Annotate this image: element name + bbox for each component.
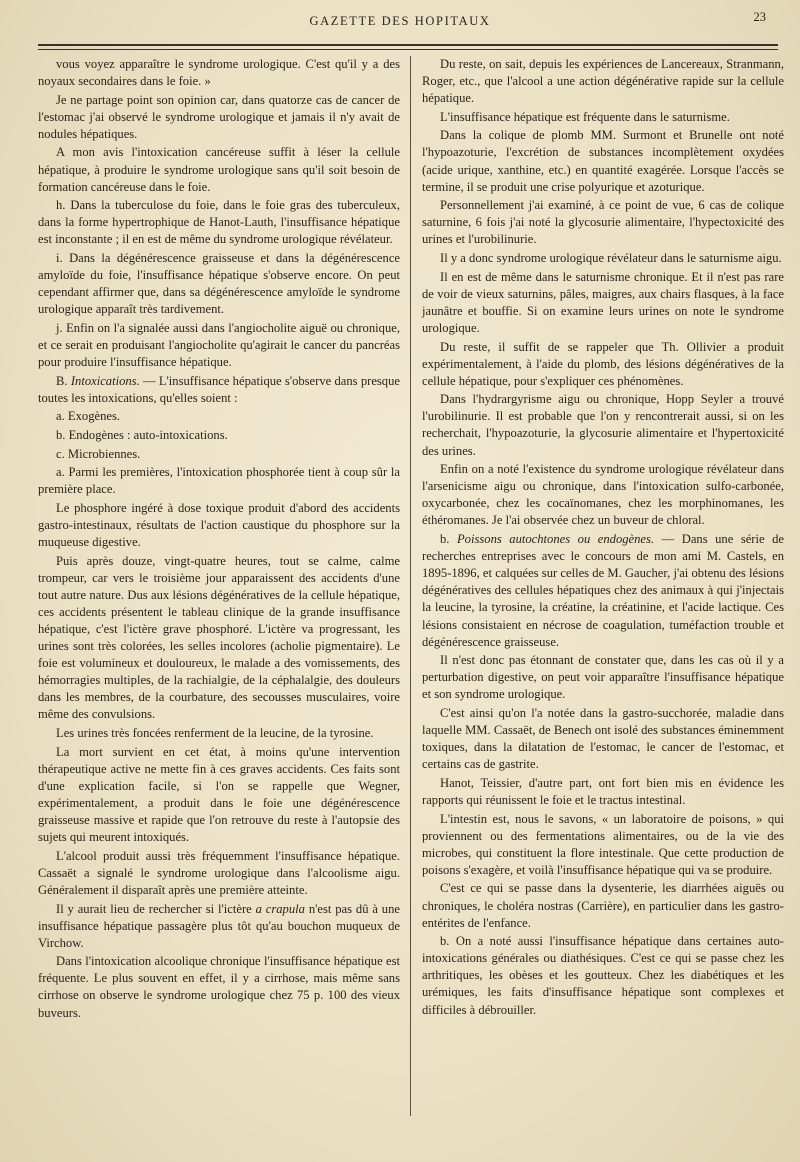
column-divider — [410, 56, 411, 1116]
paragraph-label: j. — [56, 320, 63, 335]
paragraph-label: a. — [56, 409, 65, 424]
paragraph — [38, 144, 400, 195]
paragraph-text: Enfin on a noté l'existence du syndrome urologique révélateur dans l'arsenicisme aigu ou chronique, dans l'intoxication sulfo-carbonée, oxycarbonée, chez les cocaïnomanes, chez les morphinomanes, les éthéromanes. Je l'ai observée chez un buveur de chloral. — [422, 462, 784, 528]
paragraph — [38, 725, 400, 742]
paragraph — [422, 197, 784, 248]
paragraph-text: Dans la dégénérescence graisseuse et dans la dégénérescence amyloïde du foie, l'insuffisance hépatique s'observe encore. On peut cependant affirmer que, dans sa dégénérescence amyloïde le syndrome urologique apparaît très tardivement. — [38, 251, 400, 317]
paragraph-text: vous voyez apparaître le syndrome urologique. C'est qu'il y a des noyaux secondaires dans le foie. » — [38, 57, 400, 89]
paragraph-text: L'alcool produit aussi très fréquemment l'insuffisance hépatique. Cassaët a signalé le syndrome urologique dans l'alcoolisme aigu. Généralement il disparaît après une première atteinte. — [38, 848, 400, 897]
paragraph-label: b. — [440, 532, 450, 547]
paragraph — [422, 269, 784, 337]
paragraph-text: n'est pas dû à une insuffisance hépatique passagère plus tôt qu'au bouchon muqueux de Virchow. — [38, 901, 400, 950]
paragraph — [422, 250, 784, 267]
paragraph-text: Il en est de même dans le saturnisme chronique. Et il n'est pas rare de voir de vieux saturnins, pâles, maigres, aux chairs flasques, à la face jaunâtre et bouffie. Si on examine leurs urines on note le syndrome urologique. — [422, 269, 784, 335]
paragraph — [422, 652, 784, 703]
paragraph — [38, 56, 400, 90]
paragraph-text: Je ne partage point son opinion car, dans quatorze cas de cancer de l'estomac j'ai observé le syndrome urologique et jamais il n'y avait de nodules hépatiques. — [38, 92, 400, 141]
paragraph — [38, 500, 400, 551]
paragraph-label: a. — [56, 465, 65, 480]
paragraph-label: b. — [56, 427, 66, 442]
paragraph-label: h. — [56, 198, 66, 213]
paragraph-text: L'intestin est, nous le savons, « un laboratoire de poisons, » qui proviennent ou des fermentations alimentaires, ou de la vie des microbes, qui constituent la flore intestinale. Que cette production de poisons s'exagère, et voilà l'insuffisance hépatique qui va se produire. — [422, 811, 784, 877]
paragraph-text: Puis après douze, vingt-quatre heures, tout se calme, calme trompeur, car vers le troisième jour apparaissent des accidents d'une tout autre nature. Dus aux lésions dégénératives de la cellule hépatique, ces accidents présentent le tableau clinique de la grande insuffisance hépatique, c'est l'ictère grave phosphoré. L'ictère va progressant, les urines sont très colorées, les selles incolores (acholie pigmentaire). Le foie est volumineux et douloureux, le malade a des vomissements, des hémorragies multiples, de la rachialgie, de la céphalalgie, des douleurs dans les membres, de la courbature, des secousses musculaires, voire même des convulsions. — [38, 553, 400, 722]
paragraph-text: A mon avis l'intoxication cancéreuse suffit à léser la cellule hépatique, à produire le syndrome urologique sans qu'il soit besoin de formation cancéreuse dans le foie. — [38, 145, 400, 194]
paragraph-text: Il n'est donc pas étonnant de constater que, dans les cas où il y a perturbation digestive, on peut voir apparaître l'insuffisance hépatique et son syndrome urologique. — [422, 653, 784, 702]
paragraph-text: Parmi les premières, l'intoxication phosphorée tient à coup sûr la première place. — [38, 465, 400, 497]
paragraph — [38, 250, 400, 318]
paragraph-text: Du reste, il suffit de se rappeler que Th. Ollivier a produit expérimentalement, à l'aide du plomb, des lésions dégénératives de la cellule hépatique, pour s'expliquer ces phénomènes. — [422, 339, 784, 388]
paragraph — [38, 553, 400, 724]
paragraph — [422, 811, 784, 879]
paragraph-text: L'insuffisance hépatique est fréquente dans le saturnisme. — [440, 109, 730, 124]
paragraph-text: Il y a donc syndrome urologique révélateur dans le saturnisme aigu. — [440, 251, 782, 266]
paragraph — [422, 705, 784, 773]
paragraph — [38, 320, 400, 371]
paragraph-label: B. — [56, 373, 68, 388]
italic-heading: Intoxications. — [70, 373, 140, 388]
paragraph-text: — Dans une série de recherches entreprises avec le concours de mon ami M. Castels, en 1895-1896, et calquées sur celles de M. Gaucher, j'ai obtenu des lésions dégénératives des cellules hépatiques chez des animaux à qui j'injectais la leucine, la tyrosine, la créatine, la créatinine, et l'acide lactique. Ces lésions consistaient en nécrose de coagulation, tuméfaction trouble et dégénérescence graisseuse. — [422, 532, 784, 649]
paragraph — [38, 446, 400, 463]
italic-heading: Poissons autochtones ou endogènes. — [456, 532, 655, 547]
paragraph — [38, 744, 400, 847]
paragraph — [422, 127, 784, 195]
header-rule-thick — [38, 44, 778, 46]
paragraph — [38, 92, 400, 143]
right-text-column — [422, 56, 784, 1020]
paragraph — [38, 427, 400, 444]
paragraph-text: Il y aurait lieu de rechercher si l'ictère — [56, 901, 252, 916]
paragraph — [38, 901, 400, 952]
paragraph — [38, 373, 400, 407]
paragraph-text: C'est ainsi qu'on l'a notée dans la gastro-succhorée, maladie dans laquelle MM. Cassaët, de Benech ont isolé des substances éminemment toxiques, dans la dilatation de l'estomac, le cancer de l'estomac, et certains cas de gastrite. — [422, 705, 784, 772]
paragraph — [422, 56, 784, 107]
paragraph-text: Dans la colique de plomb MM. Surmont et Brunelle ont noté l'hypoazoturie, l'excrétion de substances incomplètement oxydées (acide urique, xanthine, etc.) en quantité exagérée. Lorsque l'accès se termine, il se produit une crise polyurique et azoturique. — [422, 128, 784, 194]
paragraph — [422, 109, 784, 126]
paragraph — [38, 848, 400, 899]
paragraph — [38, 408, 400, 425]
paragraph — [38, 197, 400, 248]
paragraph — [38, 953, 400, 1021]
paragraph-text: Hanot, Teissier, d'autre part, ont fort bien mis en évidence les rapports qui réunissent le foie et le tractus intestinal. — [422, 775, 784, 807]
paragraph-text: Le phosphore ingéré à dose toxique produit d'abord des accidents gastro-intestinaux, résultats de l'action caustique du phosphore sur la muqueuse digestive. — [38, 500, 400, 550]
paragraph-text: Microbiennes. — [67, 446, 141, 461]
paragraph-label: b. — [440, 934, 450, 949]
paragraph — [422, 531, 784, 651]
paragraph-text: La mort survient en cet état, à moins qu'une intervention thérapeutique active ne mette fin à ces graves accidents. Ces faits sont d'une explication facile, si l'on se rappelle que Wegner, expérimentalement, a produit dans le foie une dégénérescence graisseuse massive et rapide que l'on retrouve du reste à l'autopsie des sujets qui meurent intoxiqués. — [38, 744, 400, 845]
paragraph-text: Les urines très foncées renferment de la leucine, de la tyrosine. — [56, 726, 374, 741]
paragraph-text: Dans la tuberculose du foie, dans le foie gras des tuberculeux, dans la forme hypertrophique de Hanot-Lauth, l'insuffisance hépatique est inconstante ; il en est de même du syndrome urologique révélateur. — [38, 198, 400, 247]
paragraph-text: C'est ce qui se passe dans la dysenterie, les diarrhées aiguës ou chroniques, le choléra nostras (Carrière), en particulier dans les gastro-entérites de l'enfance. — [422, 881, 784, 930]
paragraph-text: Dans l'intoxication alcoolique chronique l'insuffisance hépatique est fréquente. Le plus souvent en effet, il y a cirrhose, mais même sans cirrhose on observe le syndrome urologique chez 75 p. 100 des vieux buveurs. — [38, 954, 400, 1020]
paragraph-text: Exogènes. — [67, 409, 121, 424]
paragraph — [422, 933, 784, 1018]
running-title: GAZETTE DES HOPITAUX — [309, 14, 491, 28]
paragraph-text: Dans l'hydrargyrisme aigu ou chronique, Hopp Seyler a trouvé l'urobilinurie. Il est probable que l'on y rencontrerait aussi, si on les recherchait, l'hypoazoturie, la glycosurie alimentaire et l'hypertoxicité des urines. — [422, 392, 784, 458]
left-text-column — [38, 56, 400, 1023]
page-header — [0, 10, 800, 34]
paragraph-text: — L'insuffisance hépatique s'observe dans presque toutes les intoxications, qu'elles soient : — [38, 373, 400, 405]
paragraph — [38, 464, 400, 498]
paragraph — [422, 391, 784, 459]
italic-heading: a crapula — [255, 901, 305, 916]
paragraph-text: Du reste, on sait, depuis les expériences de Lancereaux, Stranmann, Roger, etc., que l'alcool a une action dégénérative rapide sur la cellule hépatique. — [422, 57, 784, 106]
paragraph-text: Personnellement j'ai examiné, à ce point de vue, 6 cas de colique saturnine, 6 fois j'ai noté la glycosurie alimentaire, l'hypectoxicité des urines et l'urobilinurie. — [422, 198, 784, 247]
paragraph-text: Enfin on l'a signalée aussi dans l'angiocholite aiguë ou chronique, et ce serait en produisant l'angiocholite qu'agirait le cancer du pancréas pour produire l'insuffisance hépatique. — [38, 320, 400, 370]
paragraph — [422, 339, 784, 390]
paragraph-text: Endogènes : auto-intoxications. — [68, 427, 228, 442]
paragraph — [422, 461, 784, 529]
paragraph-text: On a noté aussi l'insuffisance hépatique dans certaines auto-intoxications générales ou diathésiques. C'est ce qui se passe chez les arthritiques, les obèses et les goutteux. Chez les diabétiques et les urémiques, les faits d'insuffisance hépatique sont complexes et difficiles à débrouiller. — [422, 934, 784, 1017]
page-number: 23 — [753, 10, 766, 24]
paragraph-label: c. — [56, 446, 65, 461]
paragraph-label: i. — [56, 251, 63, 266]
paragraph — [422, 880, 784, 931]
paragraph — [422, 775, 784, 809]
header-rule-thin — [38, 49, 778, 50]
